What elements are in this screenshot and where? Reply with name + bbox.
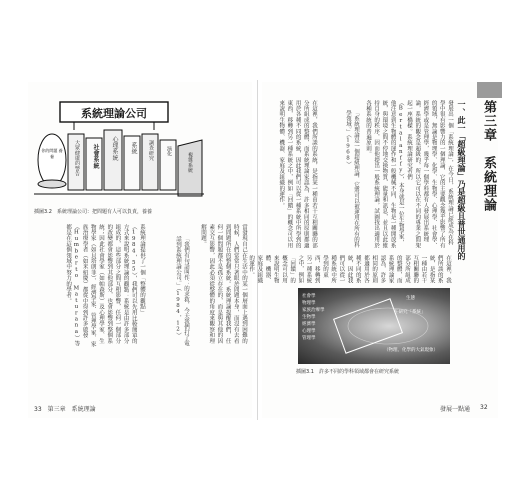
figure-label-4: 經濟學 [302,322,316,327]
figure-label-2: 家族治療學 [302,308,325,313]
chapter-title: 第三章 系統理論 [481,100,496,212]
right-body-1: 發展出一個「系統理論」，在今日，系統理論已經成為在科學中很有影響力的一個理論，它的主要觀念幾乎影響了所有的領域，無論是物理學、化學、生物學、心理學、社會學、經濟學或是管理學，幾乎每一個學科都有人發展出系統理論，系統的觀念是超級的，所以它可以在不同的專業之間架起一座橋樑。系統理論研究者們（Bertalanffy），本身就是一位生物學家，他注意到生物體的運作和一般機械不同，生物是一種開放系統，與環境之間不停地交換物質、能量和訊息，並且以此維持自身的秩序，因而他提出一般系統理論，試圖找出適用於各種系統的普遍原則。 [364,100,453,249]
right-body-2-bottom: 在這裡，我們所談的系統，是指某一種由若干互相關聯的部分所組成的整體，而系統理論家認為，許多相同的原則都適用於各種不同的系統，因此我們可以從一種系統中所學到的東西，移轉到另一種系統之中，例如「回饋」的概念可以用來說明生物體、機器、家庭及組織的運作。 [248,255,451,284]
book-label-3: 系統 [130,142,137,155]
books-illustration [34,100,204,202]
bucket-label: 你的問題 養養 [41,148,63,159]
section-heading: 一、此一「超級理論」乃是超級且普世通用的 [457,100,467,260]
book-label-7: 演化 [166,146,172,157]
book-label-4: 調查研究 [148,140,154,161]
book-label-2: 心理系統 [111,136,118,161]
left-body-1: 當發現自己在生活中的某一個層面上遇到困難的時候，人們常常只著眼於問題本身，而沒有去看到問題所在的整個系統。系統理論提醒我們，任何一個問題都不是孤立存在的，而是與其他的因素交互影響，因此必須從整體的角度來觀察和理解問題。 [199,224,247,344]
book-spine [257,80,258,420]
right-figure-caption: 插圖3.1 許多不同的學科領域都會在研究系統 [296,369,399,375]
figure-label-3: 生物學 [302,315,316,320]
left-body-2: 系統理論提供了一個「整體的觀點」（1984，55），我們可以先用比較簡單的方式來說明系統理論的觀點：系統是由許多部分組成的，這些部分之間互相影響，任何一個部分的改變都會影響到其他部分，也會影響到整個系統；因此社會學家（如帕森斯）及心理學家、生物學家（如貝塔朗菲）、經濟學家、管理學家、家族治療學者（如米紐慶）都從中得到許多啟發（Humberto Maturana）等都是在這個領域中努力的學者。 [65,224,145,347]
figure-note: （物理、化學的大氣現象） [384,348,438,353]
figure-label-5: 心理學 [302,329,316,334]
figure-label-0: 社會學 [302,294,316,299]
book-label-0: 大眾健康的警告 [74,140,80,177]
figure-label-6: 管理學 [302,336,316,341]
left-quote: 「我們有句話叫作：的求救，今天我們打了電話到系統理論公司。」（1984，12） [175,236,189,346]
left-footer: 33 第三章 系統理論 [34,406,96,413]
right-page-number: 32 [480,404,488,411]
right-body-2-top: 在這裡，我們所談的系統，是指某一種由若干互相關聯的部分所組成的整體，而系統理論家認為，許多相同的原則都適用於各種不同的系統，因此我們可以從一種系統中所學到的東西，移轉到另一種系統之中，例如「回饋」的概念可以用來說明生物體、機器、家庭及組織的運作。 [278,100,317,249]
left-figure-caption: 插圖3.2 系統理論公司：把問題有人可以負責，養養 [34,209,152,215]
book-label-8: 複雜系統 [187,152,193,173]
book-label-1: 社會系統 [92,144,99,169]
hurricane-figure [298,288,450,364]
figure-label-right: 在研究「系統」 [394,310,426,315]
figure-label-1: 物理學 [302,301,316,306]
figure-label-sub: 生態 [406,296,415,301]
right-footer-title: 發展一點通 [440,406,471,413]
chapter-tab [477,82,502,98]
company-sign: 系統理論公司 [81,107,147,120]
right-quote: 「系統理論是一個超級理論，它將可以被運用在所有的科學領域。」（1968） [345,110,359,248]
